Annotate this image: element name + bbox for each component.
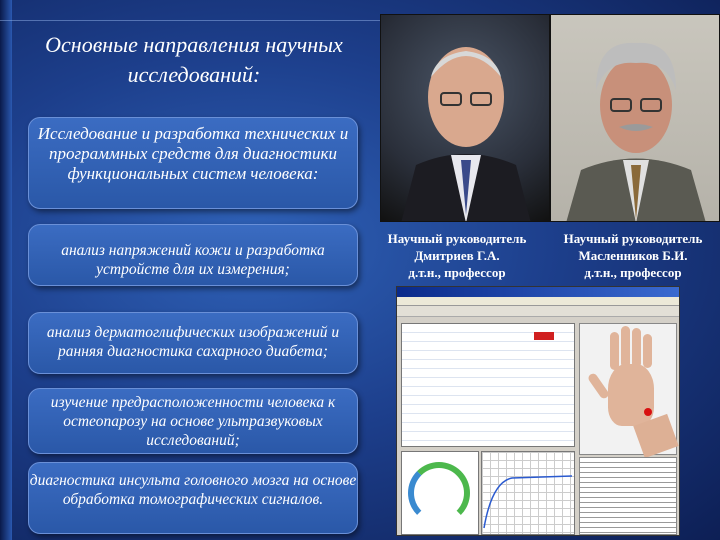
app-toolbar: [397, 306, 679, 317]
gauge-arc: [408, 462, 470, 524]
app-menubar: [397, 297, 679, 306]
palm-shape: [608, 364, 654, 426]
app-titlebar: [397, 287, 679, 297]
supervisor-name: Дмитриев Г.А.: [414, 248, 500, 263]
finger-shape: [643, 334, 652, 368]
hand-image: [579, 323, 677, 455]
research-item: анализ дерматоглифических изображений и ранняя диагностика сахарного диабета;: [28, 312, 358, 374]
finger-shape: [632, 328, 641, 368]
portrait-illustration: [381, 15, 550, 222]
supervisor-role: Научный руководитель: [563, 231, 703, 246]
main-research-box: Исследование и разработка технических и программных средств для диагностики функциональных систем человека:: [28, 117, 358, 209]
supervisor-degree: д.т.н., профессор: [584, 265, 682, 280]
gauge-panel: [401, 451, 479, 535]
slide-title: Основные направления научных исследований:: [45, 32, 343, 87]
research-item: изучение предрасположенности человека к остеопарозу на основе ультразвуковых исследований;: [28, 388, 358, 454]
software-screenshot: [396, 286, 680, 536]
app-data-table: [401, 323, 575, 447]
graph-panel: [481, 451, 575, 535]
portrait-illustration: [551, 15, 720, 222]
left-decor-strip: [0, 0, 12, 540]
research-item: анализ напряжений кожи и разработка устройств для их измерения;: [28, 224, 358, 286]
highlight-cell: [534, 332, 554, 340]
supervisor-caption-2: [548, 230, 718, 281]
description-panel: [579, 457, 677, 535]
supervisor-name: Масленников Б.И.: [578, 248, 688, 263]
supervisor-photo-1: [380, 14, 550, 222]
supervisor-caption-1: [372, 230, 542, 281]
finger-shape: [610, 332, 619, 370]
supervisor-role: Научный руководитель: [387, 231, 527, 246]
thumb-shape: [587, 372, 610, 400]
measurement-point-marker: [644, 408, 652, 416]
finger-shape: [621, 326, 630, 368]
signal-curve: [482, 452, 574, 534]
research-item: диагностика инсульта головного мозга на основе обработка томографических сигналов.: [28, 462, 358, 534]
supervisor-degree: д.т.н., профессор: [408, 265, 506, 280]
supervisor-photo-2: [550, 14, 720, 222]
